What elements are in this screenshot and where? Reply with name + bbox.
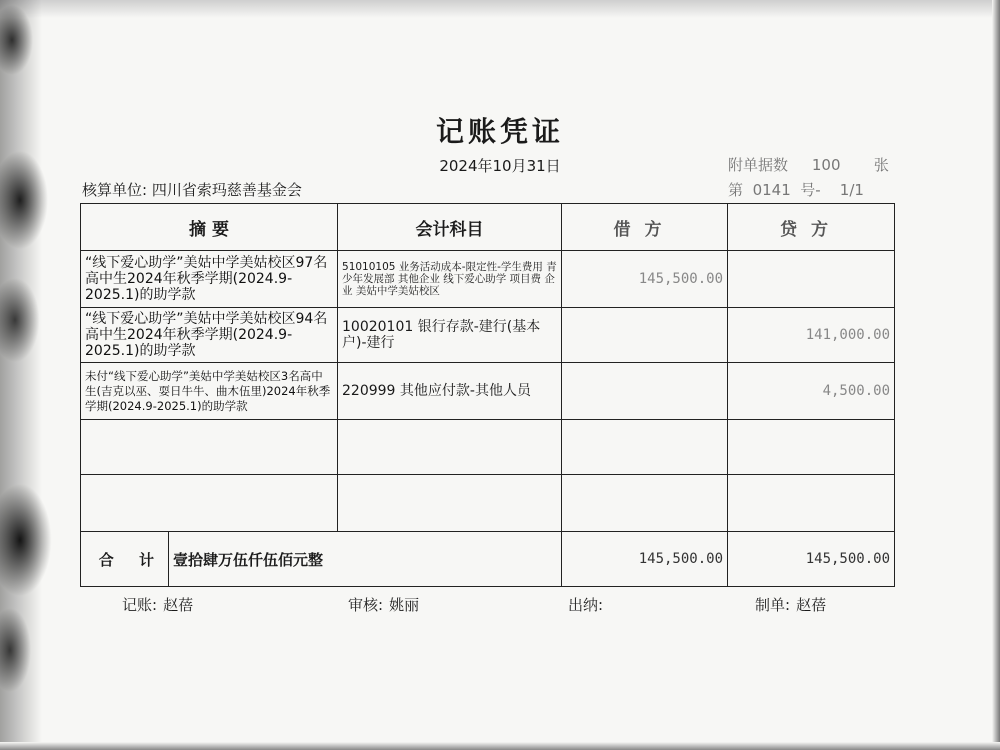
row-summary: 未付“线下爱心助学”美姑中学美姑校区3名高中生(吉克以巫、耍日牛牛、曲木伍里)2024年秋季学期(2024.9-2025.1)的助学款 xyxy=(81,363,338,420)
row-credit: 141,000.00 xyxy=(728,308,895,363)
table-row xyxy=(81,251,895,308)
row-account: 220999 其他应付款-其他人员 xyxy=(338,363,562,420)
header-credit: 贷方 xyxy=(728,204,895,251)
header-debit: 借方 xyxy=(562,204,728,251)
voucher-title: 记账凭证 xyxy=(435,115,564,148)
row-summary: “线下爱心助学”美姑中学美姑校区97名高中生2024年秋季学期(2024.9-2025.1)的助学款 xyxy=(81,251,338,308)
row-debit xyxy=(562,363,728,420)
cashier-label: 出纳: xyxy=(568,596,604,614)
bookkeeper-label: 记账: xyxy=(122,596,158,614)
empty-cell xyxy=(728,420,895,475)
empty-cell xyxy=(728,475,895,532)
row-account: 10020101 银行存款-建行(基本户)-建行 xyxy=(338,308,562,363)
voucher-number xyxy=(728,179,864,200)
total-label: 合 计 xyxy=(81,532,169,587)
voucher-no-suffix: 号- xyxy=(800,181,821,199)
footer-auditor xyxy=(348,594,419,615)
accounting-unit xyxy=(82,179,302,200)
row-summary: “线下爱心助学”美姑中学美姑校区94名高中生2024年秋季学期(2024.9-2025.1)的助学款 xyxy=(81,308,338,363)
table-row xyxy=(81,308,895,363)
row-credit xyxy=(728,251,895,308)
attachment-count xyxy=(728,154,889,175)
table-header-row xyxy=(81,204,895,251)
preparer-name: 赵蓓 xyxy=(796,596,827,614)
bookkeeper-name: 赵蓓 xyxy=(163,596,194,614)
empty-cell xyxy=(81,420,338,475)
footer-cashier xyxy=(568,594,609,615)
total-credit: 145,500.00 xyxy=(728,532,895,587)
voucher-date: 2024年10月31日 xyxy=(439,157,561,175)
paper-bottom-edge xyxy=(0,742,1000,750)
preparer-label: 制单: xyxy=(755,596,791,614)
row-debit: 145,500.00 xyxy=(562,251,728,308)
unit-name: 四川省索玛慈善基金会 xyxy=(151,181,302,199)
row-debit xyxy=(562,308,728,363)
voucher-table xyxy=(80,203,895,587)
empty-cell xyxy=(562,420,728,475)
row-account: 51010105 业务活动成本-限定性-学生费用 青少年发展部 其他企业 线下爱心助学 项目费 企业 美姑中学美姑校区 xyxy=(338,251,562,308)
empty-cell xyxy=(338,420,562,475)
attach-count-value: 100 xyxy=(811,156,841,174)
attach-unit: 张 xyxy=(873,156,889,174)
header-summary: 摘 要 xyxy=(81,204,338,251)
footer-bookkeeper xyxy=(122,594,193,615)
table-row-empty xyxy=(81,475,895,532)
empty-cell xyxy=(562,475,728,532)
total-amount-words: 壹拾肆万伍仟伍佰元整 xyxy=(169,532,562,587)
attach-label: 附单据数 xyxy=(728,156,789,174)
total-debit: 145,500.00 xyxy=(562,532,728,587)
row-credit: 4,500.00 xyxy=(728,363,895,420)
auditor-label: 审核: xyxy=(348,596,384,614)
paper-top-edge xyxy=(0,0,1000,18)
footer-preparer xyxy=(755,594,826,615)
table-row-empty xyxy=(81,420,895,475)
table-row xyxy=(81,363,895,420)
auditor-name: 姚丽 xyxy=(389,596,420,614)
voucher-page: 1/1 xyxy=(839,181,864,199)
voucher-no-value: 0141 xyxy=(752,181,791,199)
unit-label: 核算单位: xyxy=(82,181,148,199)
empty-cell xyxy=(338,475,562,532)
empty-cell xyxy=(81,475,338,532)
header-account: 会计科目 xyxy=(338,204,562,251)
voucher-no-prefix: 第 xyxy=(728,181,744,199)
total-row xyxy=(81,532,895,587)
